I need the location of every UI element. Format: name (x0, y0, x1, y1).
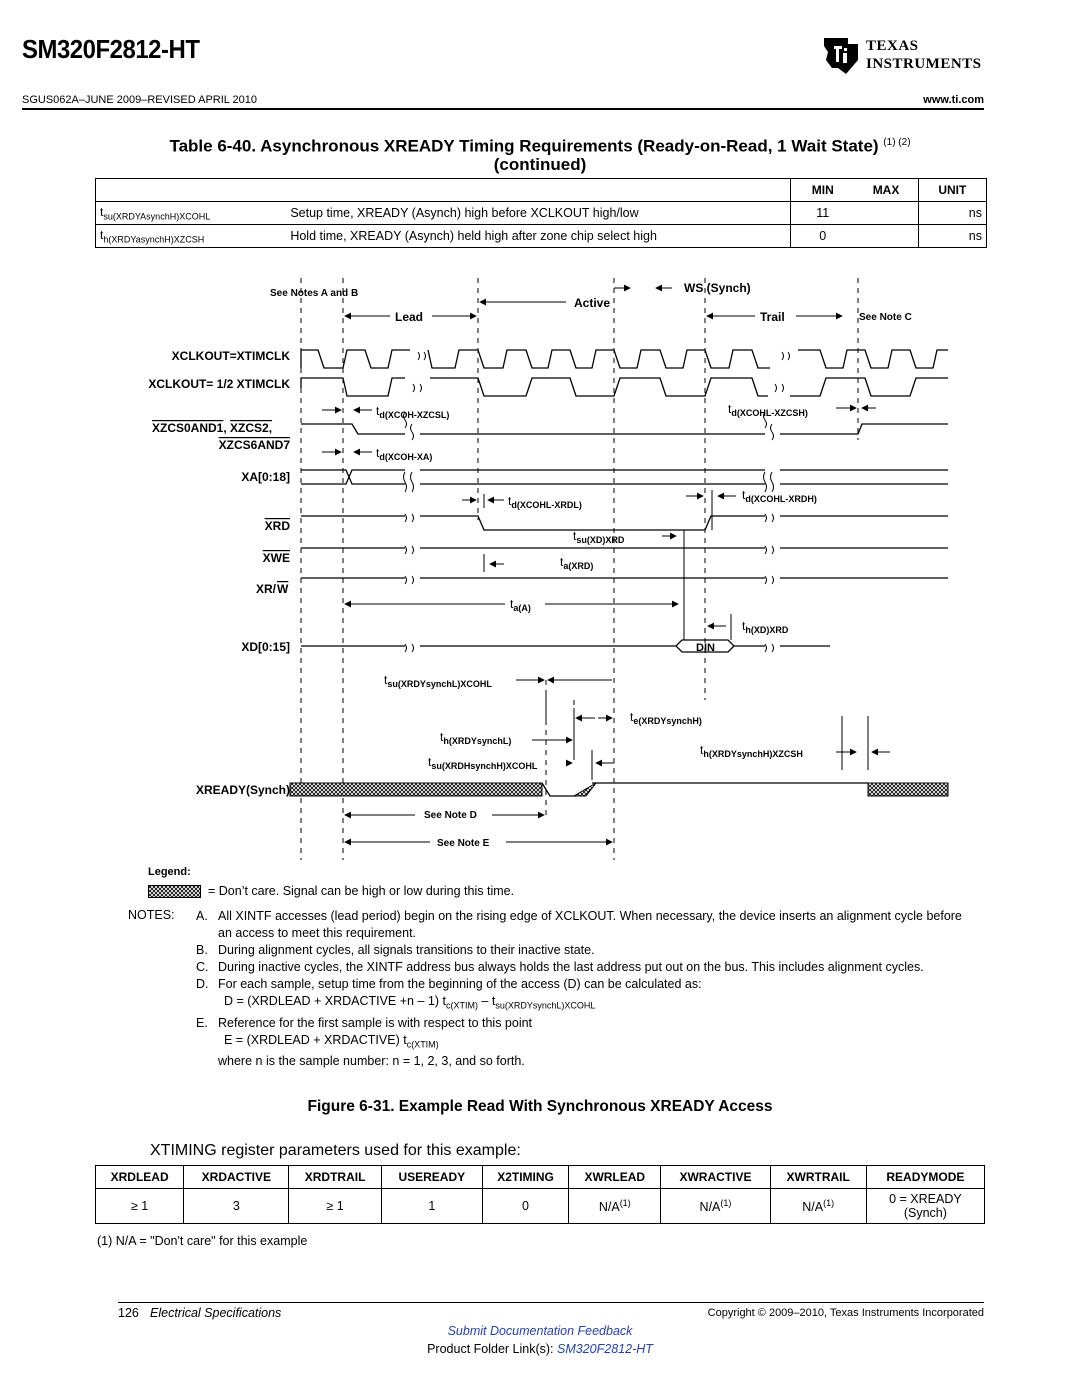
xtiming-value: 1 (381, 1189, 482, 1224)
col-max: MAX (854, 179, 918, 202)
timing-label: $t_{su(XRDYsynchL)XCOHL}$ (384, 673, 492, 689)
signal-xrd: XRD (264, 519, 290, 533)
xready-dont-care-region-2 (574, 783, 596, 796)
ti-logo-icon (818, 34, 862, 78)
xready-dont-care-region-1 (290, 783, 542, 796)
param-min: 11 (791, 202, 855, 225)
xtiming-value: $N/A^{(1)}$ (569, 1189, 661, 1224)
param-symbol: $t_{su(XRDYAsynchH)XCOHL}$ (96, 202, 286, 225)
waveform-xzcs (301, 424, 948, 434)
document-title: SM320F2812-HT (22, 34, 200, 64)
xtiming-value: 3 (184, 1189, 289, 1224)
signal-xready-synch: XREADY(Synch) (195, 783, 290, 797)
signal-xclkout-xtimclk: XCLKOUT=XTIMCLK (171, 349, 290, 363)
xtiming-value: 0 = XREADY (Synch) (866, 1189, 984, 1224)
waveform-xa (301, 470, 948, 484)
label-din: DIN (696, 642, 715, 654)
table-row (96, 202, 986, 225)
xtiming-header: XWRLEAD (569, 1166, 661, 1189)
param-description: Setup time, XREADY (Asynch) high before XCLKOUT high/low (286, 202, 790, 225)
label-see-notes-ab: See Notes A and B (270, 288, 359, 299)
xtiming-value: ≥ 1 (96, 1189, 184, 1224)
note-b: B. During alignment cycles, all signals transitions to their inactive state. (196, 943, 595, 957)
waveform-xclkout-xtimclk (301, 350, 948, 368)
label-trail: Trail (760, 310, 785, 324)
xtiming-header: READYMODE (866, 1166, 984, 1189)
notes-list (196, 908, 966, 1070)
ti-logo-line1: TEXAS (866, 38, 919, 54)
ti-logo (818, 34, 988, 78)
param-max (854, 202, 918, 225)
waveform-break-marks (404, 352, 790, 652)
feedback-link-wrap (0, 1324, 1080, 1338)
signal-xzcs-line2: XZCS6AND7 (218, 438, 290, 452)
timing-label: $t_{d(XCOHL-XZCSH)}$ (728, 402, 808, 418)
page-number: 126 (118, 1306, 139, 1320)
timing-label: $t_{d(XCOHL-XRDL)}$ (508, 494, 582, 510)
waveform-xrd (301, 516, 948, 530)
param-description: Hold time, XREADY (Asynch) held high after zone chip select high (286, 225, 790, 248)
table-row (96, 225, 986, 248)
note-d-formula: D = (XRDLEAD + XRDACTIVE +n – 1) $t_{c(XTIM)} - t_{su(XRDYsynchL)XCOHL}$ (224, 994, 596, 1011)
timing-label: $t_{h(XRDYsynchL)}$ (440, 730, 512, 746)
xtiming-value: $N/A^{(1)}$ (661, 1189, 770, 1224)
product-folder (0, 1342, 1080, 1356)
document-date: –JUNE 2009–REVISED APRIL 2010 (78, 94, 258, 106)
signal-xrw: XR/ (255, 582, 276, 596)
param-symbol: $t_{h(XRDYasynchH)XZCSH}$ (96, 225, 286, 248)
section-name: Electrical Specifications (150, 1306, 282, 1320)
col-unit: UNIT (918, 179, 986, 202)
timing-requirements-table (95, 178, 987, 248)
product-folder-label: Product Folder Link(s): (427, 1342, 554, 1356)
param-unit: ns (918, 202, 986, 225)
timing-label: $t_{h(XRDYsynchH)XZCSH}$ (700, 743, 803, 759)
timing-diagram (0, 270, 1080, 870)
timing-label: $t_{su(XRDHsynchH)XCOHL}$ (428, 755, 538, 771)
header-url[interactable]: www.ti.com (923, 94, 984, 106)
signal-xa: XA[0:18] (241, 470, 290, 484)
note-d: D. For each sample, setup time from the beginning of the access (D) can be calculated as: (196, 977, 702, 991)
signal-xwe: XWE (262, 551, 290, 565)
waveform-xd (301, 640, 830, 652)
submit-feedback-link[interactable]: Submit Documentation Feedback (447, 1324, 633, 1338)
label-see-note-d: See Note D (424, 810, 477, 821)
timing-label: $t_{d(XCOH-XA)}$ (376, 446, 433, 462)
label-see-note-e: See Note E (437, 838, 490, 849)
xtiming-header: USEREADY (381, 1166, 482, 1189)
table-title-continued: (continued) (493, 155, 587, 174)
label-ws-synch: WS (Synch) (684, 281, 751, 295)
signal-xd: XD[0:15] (241, 640, 290, 654)
product-folder-link[interactable]: SM320F2812-HT (557, 1342, 653, 1356)
timing-label: $t_{h(XD)XRD}$ (742, 619, 789, 635)
col-min: MIN (791, 179, 855, 202)
xtiming-header: XWRACTIVE (661, 1166, 770, 1189)
timing-label: $t_{su(XD)XRD}$ (573, 529, 625, 545)
xtiming-table (95, 1165, 985, 1224)
label-see-note-c: See Note C (859, 312, 912, 323)
note-a: A. All XINTF accesses (lead period) begin on the rising edge of XCLKOUT. When necessary, the device inserts an alignment cycle before an access to meet this requirement. (196, 909, 962, 940)
signal-xclkout-half: XCLKOUT= 1/2 XTIMCLK (148, 377, 290, 391)
timing-label: $t_{d(XCOHL-XRDH)}$ (742, 488, 817, 504)
table-title-notes: (1) (2) (883, 137, 911, 148)
xtiming-footnote: (1) N/A = "Don't care" for this example (97, 1234, 308, 1248)
figure-caption: Figure 6-31. Example Read With Synchronous XREADY Access (307, 1098, 773, 1115)
legend-text: = Don’t care. Signal can be high or low during this time. (208, 884, 515, 898)
param-min: 0 (791, 225, 855, 248)
header-rule (22, 108, 984, 110)
param-unit: ns (918, 225, 986, 248)
xtiming-value: 0 (482, 1189, 568, 1224)
xtiming-header: XRDLEAD (96, 1166, 184, 1189)
document-id: SGUS062A (22, 94, 79, 106)
xtiming-value-row (96, 1189, 985, 1224)
param-max (854, 225, 918, 248)
copyright: Copyright © 2009–2010, Texas Instruments Incorporated (707, 1307, 984, 1319)
legend-title: Legend: (148, 866, 191, 878)
xready-dont-care-region-3 (868, 783, 948, 796)
xtiming-header: XRDACTIVE (184, 1166, 289, 1189)
timing-label: $t_{a(XRD)}$ (560, 555, 594, 571)
timing-label: $t_{a(A)}$ (510, 597, 531, 613)
waveform-xclkout-half (301, 378, 948, 396)
note-e-formula: E = (XRDLEAD + XRDACTIVE) $t_{c(XTIM)}$ (224, 1032, 439, 1049)
xtiming-header-row (96, 1166, 985, 1189)
note-c: C. During inactive cycles, the XINTF address bus always holds the last address put out on the bus. This includes alignment cycles. (196, 960, 924, 974)
signal-xzcs-line1: XZCS0AND1, XZCS2, (152, 421, 273, 435)
footer-rule (118, 1302, 984, 1303)
label-active: Active (574, 296, 611, 310)
signal-xrw-w: W (277, 582, 289, 596)
timing-label: $t_{e(XRDYsynchH)}$ (630, 710, 702, 726)
notes-label: NOTES: (128, 908, 175, 922)
label-lead: Lead (395, 310, 424, 324)
table-header-row (96, 179, 986, 202)
ti-logo-line2: INSTRUMENTS (866, 56, 982, 72)
note-e: E. Reference for the first sample is with respect to this point (196, 1015, 533, 1030)
xtiming-header: XWRTRAIL (770, 1166, 866, 1189)
timing-label: $t_{d(XCOH-XZCSL)}$ (376, 404, 450, 420)
xtiming-value: ≥ 1 (289, 1189, 381, 1224)
table-title-text: Table 6-40. Asynchronous XREADY Timing Requirements (Ready-on-Read, 1 Wait State) (169, 136, 879, 156)
xtiming-header: X2TIMING (482, 1166, 568, 1189)
xtiming-intro: XTIMING register parameters used for this example: (150, 1142, 521, 1159)
xtiming-value: $N/A^{(1)}$ (770, 1189, 866, 1224)
legend-hatch-swatch (148, 885, 202, 898)
document-revision (22, 94, 257, 106)
note-e-where: where n is the sample number: n = 1, 2, 3, and so forth. (218, 1054, 525, 1068)
xtiming-header: XRDTRAIL (289, 1166, 381, 1189)
